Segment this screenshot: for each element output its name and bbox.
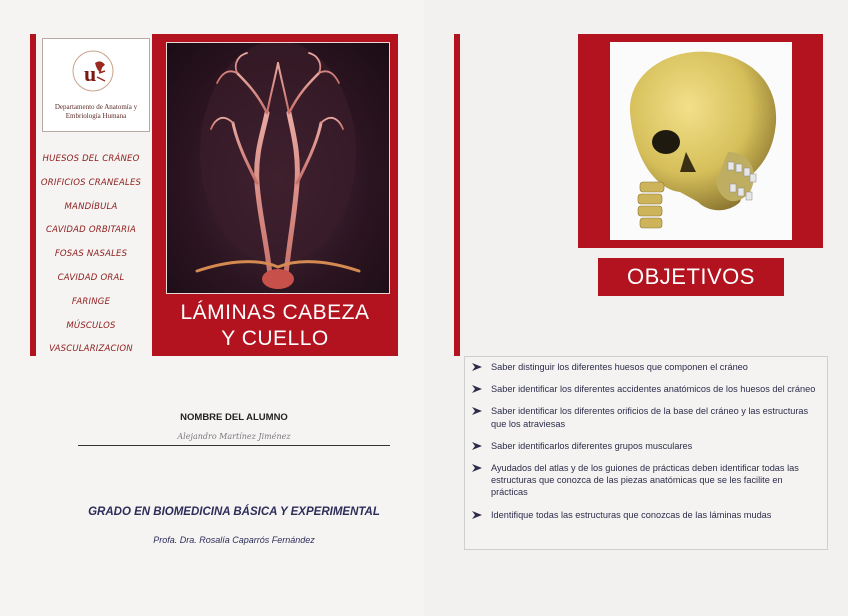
arrow-bullet-icon xyxy=(471,463,483,473)
objective-text: Saber identificar los diferentes accidentes anatómicos de los huesos del cráneo xyxy=(491,384,816,395)
cover-title-line1: LÁMINAS CABEZA xyxy=(180,301,370,324)
list-item xyxy=(471,462,819,499)
menu-item-musculos[interactable]: MÚSCULOS xyxy=(66,320,116,331)
cover-title-line2: Y CUELLO xyxy=(221,327,329,350)
list-item xyxy=(471,440,819,452)
university-logo-icon xyxy=(71,49,115,93)
menu-item-faringe[interactable]: FARINGE xyxy=(71,296,111,307)
objective-text: Saber identificar los diferentes orificios de la base del cráneo y las estructuras que los atraviesas xyxy=(491,406,809,429)
objective-text: Saber identificarlos diferentes grupos musculares xyxy=(491,440,693,451)
objectives-list xyxy=(465,357,827,521)
objective-text: Saber distinguir los diferentes huesos que componen el cráneo xyxy=(491,362,748,372)
right-page xyxy=(424,0,848,616)
skull-image xyxy=(610,42,792,240)
arrow-bullet-icon xyxy=(471,510,483,520)
student-name-field[interactable]: Alejandro Martínez Jiménez xyxy=(177,432,291,441)
menu-item-cavidad-oral[interactable]: CAVIDAD ORAL xyxy=(57,272,125,283)
objective-text: Identifique todas las estructuras que conozcas de las láminas mudas xyxy=(491,509,772,520)
objective-text: Ayudados del atlas y de los guiones de prácticas deben identificar todas las estructuras que conozca de las piezas anatómicas que se les facilite en prácticas xyxy=(491,463,799,498)
menu-item-orificios[interactable]: ORIFICIOS CRANEALES xyxy=(40,177,142,188)
arteries-illustration xyxy=(167,43,389,293)
topic-menu xyxy=(36,148,146,362)
menu-item-huesos[interactable]: HUESOS DEL CRÁNEO xyxy=(42,154,140,164)
svg-text:u: u xyxy=(84,61,97,86)
degree-title: GRADO EN BIOMEDICINA BÁSICA Y EXPERIMENTAL xyxy=(88,506,380,518)
arrow-bullet-icon xyxy=(471,441,483,451)
list-item xyxy=(471,509,819,521)
department-name: Departamento de Anatomía y Embriología Humana xyxy=(54,103,138,120)
objectives-heading: OBJETIVOS xyxy=(598,258,784,296)
list-item xyxy=(471,361,819,373)
university-logo xyxy=(42,38,150,132)
arrow-bullet-icon xyxy=(471,362,483,372)
list-item xyxy=(471,383,819,395)
menu-item-mandibula[interactable]: MANDÍBULA xyxy=(64,201,118,212)
student-name-label: NOMBRE DEL ALUMNO xyxy=(180,412,288,423)
menu-item-fosas-nasales[interactable]: FOSAS NASALES xyxy=(54,249,128,260)
skull-frame xyxy=(578,34,823,248)
cover-title xyxy=(152,300,398,352)
menu-item-vascularizacion[interactable]: VASCULARIZACION xyxy=(49,344,133,355)
list-item xyxy=(471,405,819,429)
skull-illustration xyxy=(610,42,792,240)
arrow-bullet-icon xyxy=(471,406,483,416)
objectives-box xyxy=(464,356,828,550)
red-edge-bar xyxy=(454,34,460,356)
professor-name: Profa. Dra. Rosalía Caparrós Fernández xyxy=(153,535,315,545)
cover-hero xyxy=(152,34,398,356)
student-name-underline xyxy=(78,445,390,446)
arrow-bullet-icon xyxy=(471,384,483,394)
arteries-image xyxy=(166,42,390,294)
menu-item-cavidad-orbitaria[interactable]: CAVIDAD ORBITARIA xyxy=(45,225,137,236)
